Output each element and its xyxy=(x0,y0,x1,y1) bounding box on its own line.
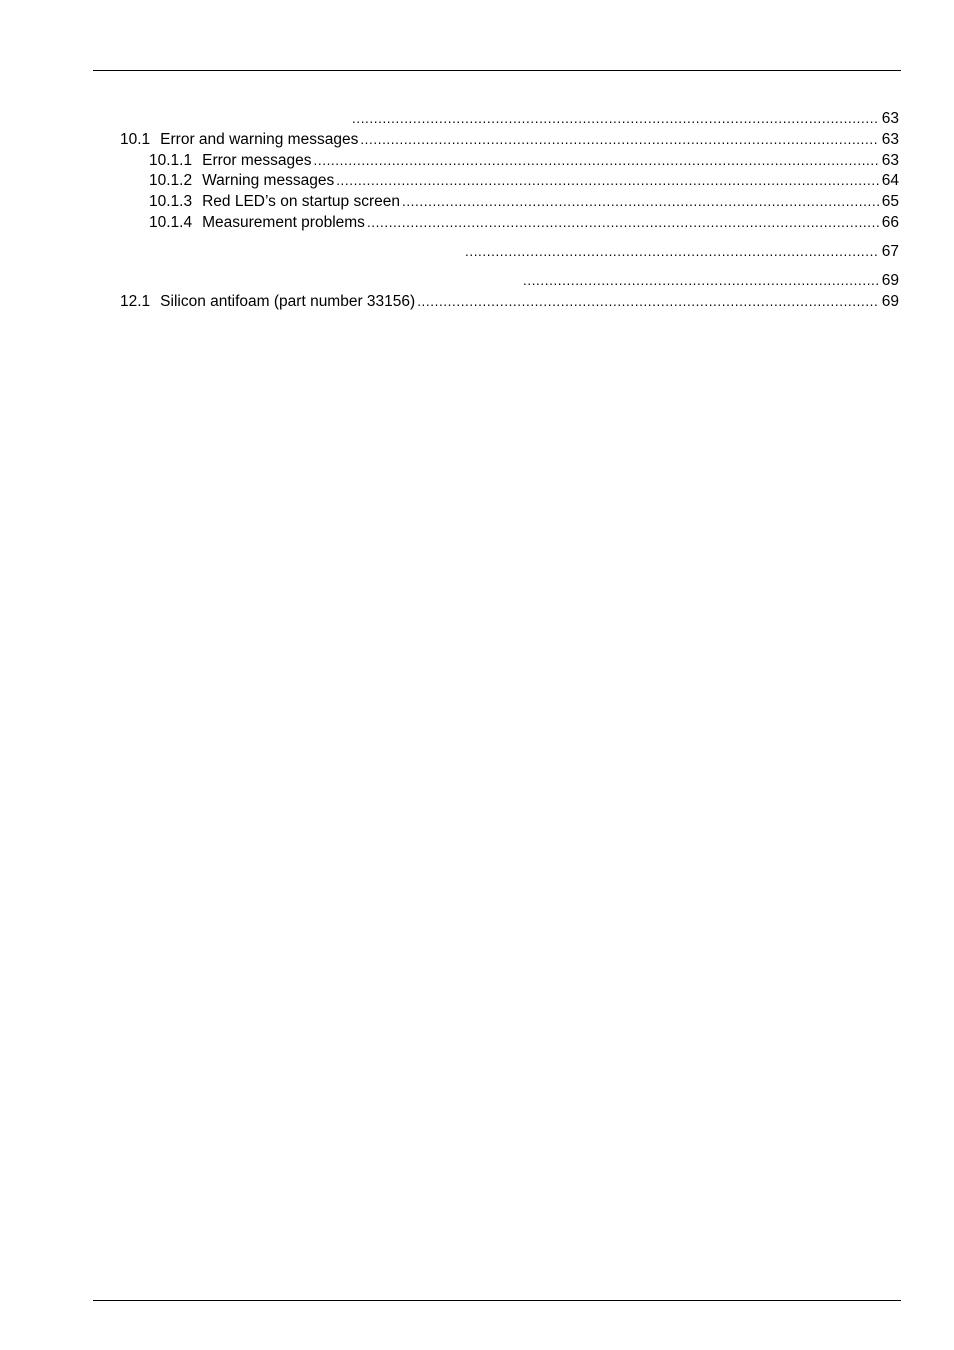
toc-entry[interactable] xyxy=(149,192,899,212)
toc-entry-title: Error messages xyxy=(202,152,312,169)
toc-entry[interactable] xyxy=(149,213,899,233)
toc-leader-dots xyxy=(336,171,879,191)
toc-entry-number: 10.1 xyxy=(120,131,151,148)
toc-entry-title: Error and warning messages xyxy=(160,131,359,148)
toc-entry-title: Warning messages xyxy=(202,172,335,189)
toc-leader-dots xyxy=(314,151,879,171)
toc-entry-number: 10.1.3 xyxy=(149,193,193,210)
toc-leader-dots xyxy=(367,213,879,233)
toc-entry-label xyxy=(149,151,314,171)
toc-entry-label xyxy=(149,213,367,233)
toc-entry-number: 10.1.1 xyxy=(149,152,193,169)
toc-entry[interactable] xyxy=(149,171,899,191)
toc-page-number: 64 xyxy=(881,172,899,189)
toc-leader-dots xyxy=(402,192,879,212)
toc-page-number: 63 xyxy=(881,152,899,169)
toc-entry[interactable] xyxy=(149,151,899,171)
toc-leader-dots xyxy=(417,292,879,312)
toc-page-number: 69 xyxy=(881,272,899,289)
toc-entry-title: Measurement problems xyxy=(202,214,365,231)
toc-entry[interactable] xyxy=(120,292,899,312)
toc-entry-title: Silicon antifoam (part number 33156) xyxy=(160,293,416,310)
toc-entry[interactable] xyxy=(523,271,899,291)
toc-page-number: 65 xyxy=(881,193,899,210)
toc-entry-number: 10.1.2 xyxy=(149,172,193,189)
toc-page-number: 63 xyxy=(881,110,899,127)
toc-entry-number: 10.1.4 xyxy=(149,214,193,231)
toc-entry-label xyxy=(120,130,360,150)
toc-leader-dots xyxy=(523,271,879,291)
toc-page-number: 63 xyxy=(881,131,899,148)
toc-entry-label xyxy=(149,192,402,212)
toc-entry-title: Red LED’s on startup screen xyxy=(202,193,400,210)
toc-leader-dots xyxy=(360,130,878,150)
toc-leader-dots xyxy=(465,242,879,262)
toc-entry-number: 12.1 xyxy=(120,293,151,310)
toc-entry[interactable] xyxy=(465,242,899,262)
toc-page-number: 66 xyxy=(881,214,899,231)
toc-leader-dots xyxy=(352,109,879,129)
toc-entry-label xyxy=(149,171,336,191)
toc-page-number: 69 xyxy=(881,293,899,310)
footer-rule xyxy=(93,1300,901,1301)
toc-entry[interactable] xyxy=(352,109,899,129)
toc-entry[interactable] xyxy=(120,130,899,150)
toc-page-number: 67 xyxy=(881,243,899,260)
toc-entry-label xyxy=(120,292,417,312)
